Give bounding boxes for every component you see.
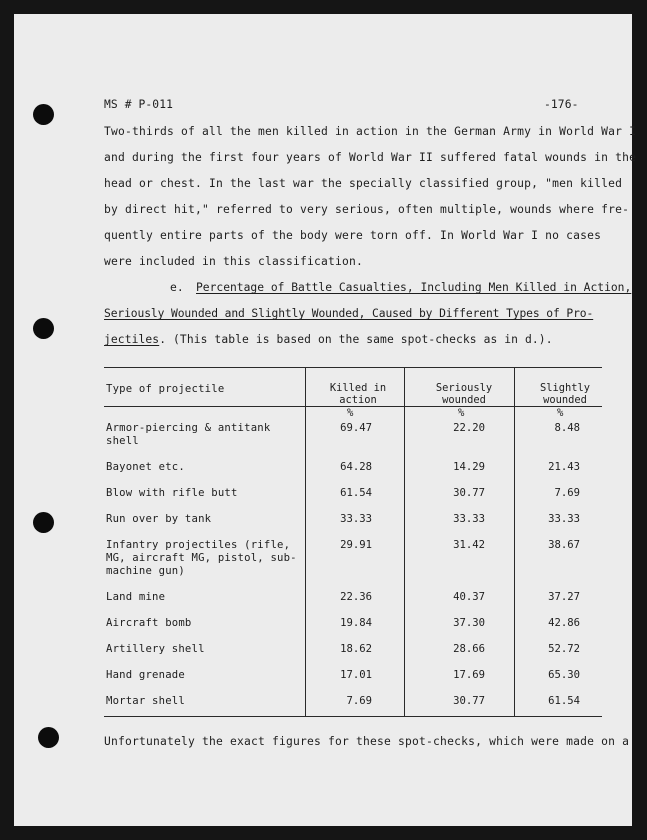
paragraph-line: Two-thirds of all the men killed in action in the German Army in World War I: [104, 125, 637, 138]
serious-value: 22.20: [453, 422, 485, 434]
slight-value: 42.86: [548, 617, 580, 629]
killed-value: 33.33: [340, 513, 372, 525]
paragraph-line: were included in this classification.: [104, 255, 364, 268]
percent-sign: %: [458, 407, 465, 419]
row-type: Armor-piercing & antitank: [106, 422, 271, 434]
row-type: Bayonet etc.: [106, 461, 185, 473]
row-type: Aircraft bomb: [106, 617, 192, 629]
slight-value: 65.30: [548, 669, 580, 681]
killed-value: 61.54: [340, 487, 372, 499]
section-title-line-1: Percentage of Battle Casualties, Including Men Killed in Action,: [196, 281, 632, 294]
section-title-end: jectiles: [104, 333, 160, 346]
percent-sign: %: [557, 407, 564, 419]
serious-value: 37.30: [453, 617, 485, 629]
slight-value: 52.72: [548, 643, 580, 655]
serious-value: 33.33: [453, 513, 485, 525]
row-type: Hand grenade: [106, 669, 185, 681]
column-header-type: Type of projectile: [106, 383, 225, 395]
serious-value: 14.29: [453, 461, 485, 473]
slight-value: 8.48: [554, 422, 580, 434]
killed-value: 22.36: [340, 591, 372, 603]
slight-value: 33.33: [548, 513, 580, 525]
percent-sign: %: [347, 407, 354, 419]
killed-value: 29.91: [340, 539, 372, 551]
row-type: machine gun): [106, 565, 185, 577]
row-type: Mortar shell: [106, 695, 185, 707]
section-marker: e.: [170, 281, 184, 294]
column-header-serious: Seriously wounded: [435, 382, 493, 406]
killed-value: 69.47: [340, 422, 372, 434]
paragraph-line: and during the first four years of World War II suffered fatal wounds in the: [104, 151, 637, 164]
serious-value: 17.69: [453, 669, 485, 681]
paragraph-line: by direct hit," referred to very serious, often multiple, wounds where fre-: [104, 203, 630, 216]
slight-value: 7.69: [554, 487, 580, 499]
serious-value: 28.66: [453, 643, 485, 655]
slight-value: 38.67: [548, 539, 580, 551]
closing-paragraph-line: Unfortunately the exact figures for these spot-checks, which were made on a: [104, 735, 630, 748]
killed-value: 19.84: [340, 617, 372, 629]
serious-value: 30.77: [453, 487, 485, 499]
section-title-line-3: [104, 333, 553, 346]
row-type: Run over by tank: [106, 513, 212, 525]
slight-value: 21.43: [548, 461, 580, 473]
row-type: shell: [106, 435, 139, 447]
row-type: Infantry projectiles (rifle,: [106, 539, 291, 551]
row-type: MG, aircraft MG, pistol, sub-: [106, 552, 297, 564]
serious-value: 40.37: [453, 591, 485, 603]
column-header-killed: Killed in action: [329, 382, 387, 406]
table-top-rule: [104, 367, 602, 368]
table-column-divider: [404, 367, 405, 717]
killed-value: 7.69: [346, 695, 372, 707]
slight-value: 61.54: [548, 695, 580, 707]
binder-hole-bottom: [38, 727, 59, 748]
section-note: . (This table is based on the same spot-checks as in d.).: [159, 333, 553, 346]
row-type: Land mine: [106, 591, 166, 603]
paragraph-line: head or chest. In the last war the specially classified group, "men killed: [104, 177, 623, 190]
table-bottom-rule: [104, 716, 602, 717]
serious-value: 30.77: [453, 695, 485, 707]
serious-value: 31.42: [453, 539, 485, 551]
binder-hole-lower-middle: [33, 512, 54, 533]
paragraph-line: quently entire parts of the body were torn off. In World War I no cases: [104, 229, 602, 242]
row-type: Artillery shell: [106, 643, 205, 655]
killed-value: 17.01: [340, 669, 372, 681]
manuscript-number: MS # P-011: [104, 98, 174, 111]
row-type: Blow with rifle butt: [106, 487, 238, 499]
killed-value: 64.28: [340, 461, 372, 473]
section-title-line-2: Seriously Wounded and Slightly Wounded, Caused by Different Types of Pro-: [104, 307, 594, 320]
column-header-slight: Slightly wounded: [539, 382, 591, 406]
page-number: -176-: [544, 98, 579, 111]
killed-value: 18.62: [340, 643, 372, 655]
slight-value: 37.27: [548, 591, 580, 603]
binder-hole-upper-middle: [33, 318, 54, 339]
binder-hole-top: [33, 104, 54, 125]
